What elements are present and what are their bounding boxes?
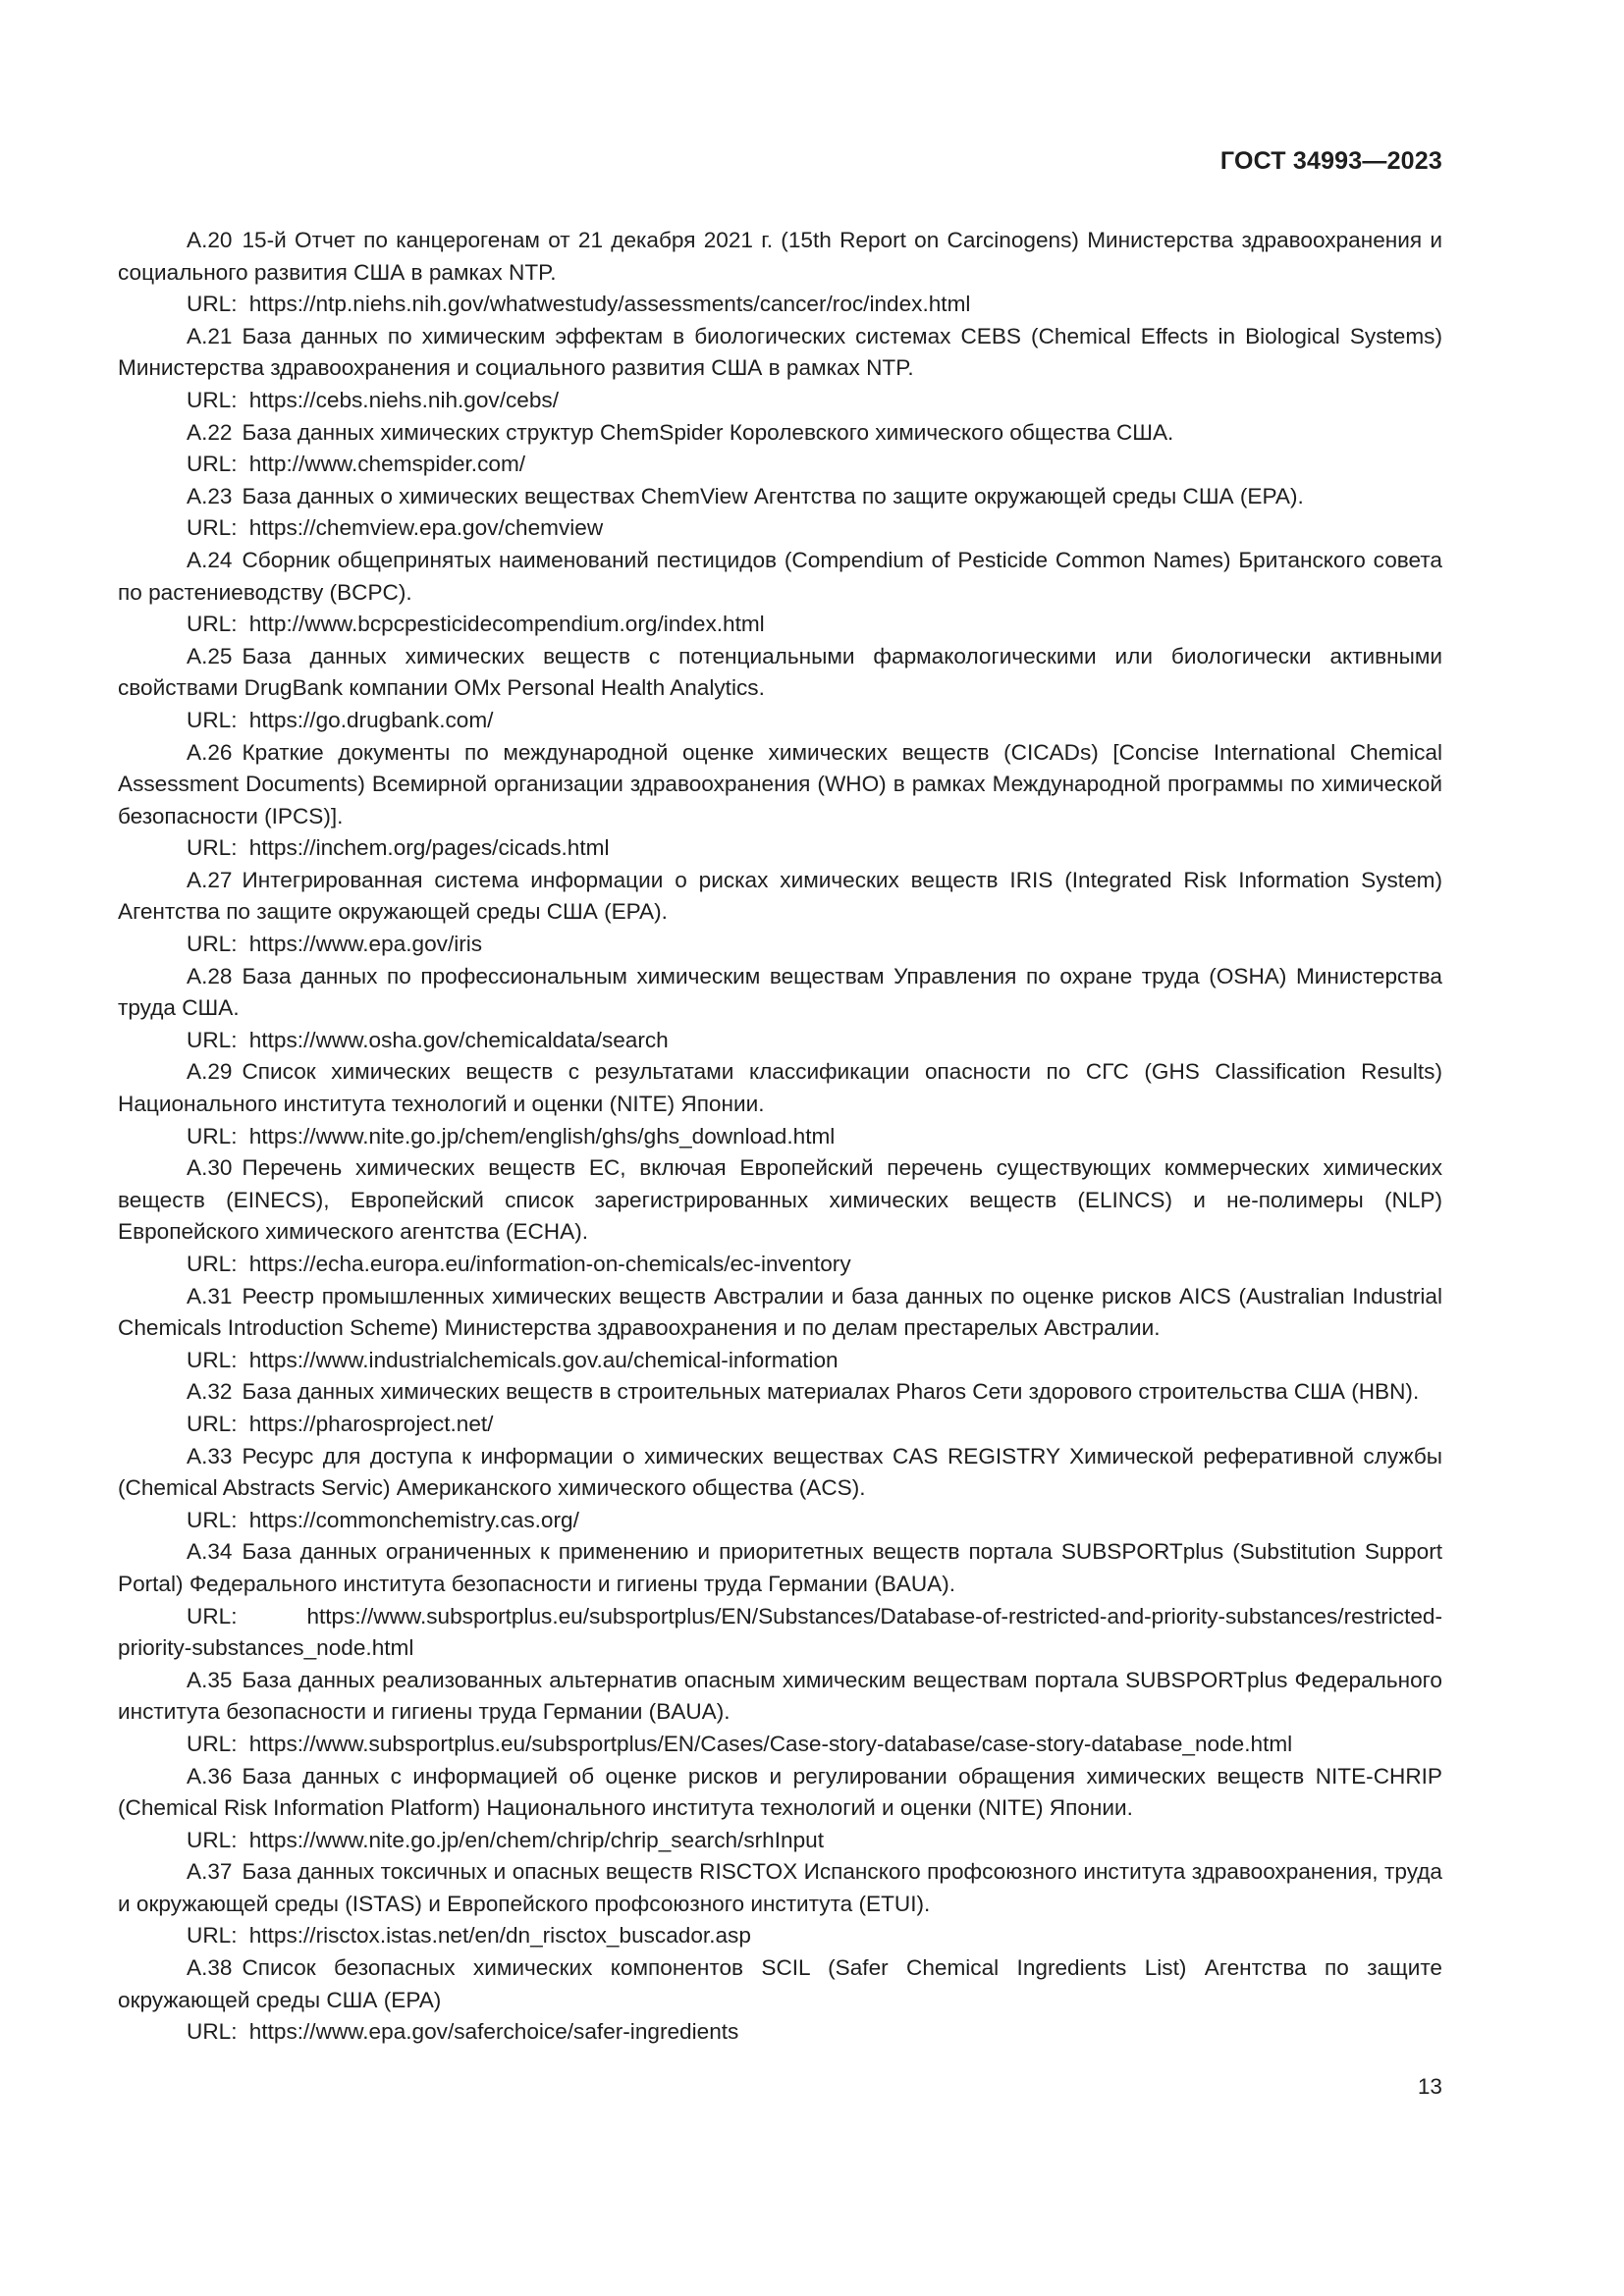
reference-entry <box>118 1152 1442 1280</box>
reference-description <box>118 1152 1442 1249</box>
reference-entry <box>118 641 1442 737</box>
url-label: URL: <box>187 612 238 637</box>
reference-text: Интегрированная система информации о рисках химических веществ IRIS (Integrated Risk Information System) Агентства по защите окружающей среды США (EPA). <box>118 867 1442 925</box>
reference-url-line <box>118 705 1442 737</box>
reference-entry <box>118 865 1442 961</box>
reference-description <box>118 1441 1442 1505</box>
reference-url: https://cebs.niehs.nih.gov/cebs/ <box>248 387 560 412</box>
reference-text: База данных с информацией об оценке рисков и регулировании обращения химических веществ NITE-CHRIP (Chemical Risk Information Platform) Национального института технологий и оценки (NITE) Японии. <box>118 1763 1442 1821</box>
reference-url: https://www.epa.gov/saferchoice/safer-ingredients <box>248 2019 739 2045</box>
reference-number: А.32 <box>187 1379 233 1405</box>
url-label: URL: <box>187 932 238 957</box>
reference-url: https://chemview.epa.gov/chemview <box>248 515 604 541</box>
reference-text: База данных по химическим эффектам в биологических системах CEBS (Chemical Effects in Biological Systems) Министерства здравоохранения и социального развития США в рамках NTP. <box>118 323 1442 381</box>
reference-number: А.24 <box>187 547 233 572</box>
reference-url: https://risctox.istas.net/en/dn_risctox_buscador.asp <box>248 1923 751 1949</box>
document-code-header: ГОСТ 34993—2023 <box>1219 147 1442 175</box>
reference-description <box>118 1376 1442 1409</box>
page-number: 13 <box>1417 2074 1442 2099</box>
reference-url-line <box>118 1249 1442 1281</box>
reference-url-line <box>118 512 1442 545</box>
reference-url-line <box>118 289 1442 321</box>
reference-text: База данных токсичных и опасных веществ RISCTOX Испанского профсоюзного института здравоохранения, труда и окружающей среды (ISTAS) и Европейского профсоюзного института (ETUI). <box>118 1859 1442 1916</box>
reference-url: https://www.nite.go.jp/chem/english/ghs/ghs_download.html <box>248 1123 836 1148</box>
url-label: URL: <box>187 707 238 732</box>
reference-url-line <box>118 1825 1442 1857</box>
reference-number: А.34 <box>187 1539 233 1565</box>
reference-description <box>118 321 1442 385</box>
reference-entry <box>118 1952 1442 2049</box>
reference-url-line <box>118 1920 1442 1952</box>
reference-entry <box>118 1441 1442 1537</box>
reference-number: А.26 <box>187 739 233 765</box>
reference-url: https://www.osha.gov/chemicaldata/search <box>248 1027 669 1052</box>
reference-url-line <box>118 449 1442 481</box>
url-label: URL: <box>187 452 238 477</box>
reference-text: База данных по профессиональным химическим веществам Управления по охране труда (OSHA) Министерства труда США. <box>118 963 1442 1021</box>
reference-url: https://www.nite.go.jp/en/chem/chrip/chrip_search/srhInput <box>248 1827 824 1852</box>
reference-url: http://www.chemspider.com/ <box>248 452 526 477</box>
reference-entry <box>118 417 1442 481</box>
reference-url-line <box>118 1505 1442 1537</box>
reference-url: https://echa.europa.eu/information-on-chemicals/ec-inventory <box>248 1252 851 1276</box>
reference-description <box>118 225 1442 289</box>
reference-entry <box>118 1056 1442 1152</box>
reference-text: База данных реализованных альтернатив опасным химическим веществам портала SUBSPORTplus Федерального института безопасности и гигиены труда Германии (BAUA). <box>118 1667 1442 1725</box>
reference-url: https://www.subsportplus.eu/subsportplus/EN/Substances/Database-of-restricted-and-priority-substances/restricted-priority-substances_node.html <box>118 1603 1442 1661</box>
reference-description <box>118 1761 1442 1825</box>
reference-url: https://pharosproject.net/ <box>248 1411 494 1436</box>
reference-entry <box>118 961 1442 1057</box>
reference-text: База данных химических веществ с потенциальными фармакологическими или биологически активными свойствами DrugBank компании OMx Personal Health Analytics. <box>118 643 1442 701</box>
reference-entry <box>118 1665 1442 1761</box>
reference-text: Список химических веществ с результатами классификации опасности по СГС (GHS Classification Results) Национального института технологий и оценки (NITE) Японии. <box>118 1059 1442 1117</box>
reference-entry <box>118 1856 1442 1952</box>
url-label: URL: <box>187 1347 238 1372</box>
reference-text: Перечень химических веществ ЕС, включая Европейский перечень существующих коммерческих химических веществ (EINECS), Европейский список зарегистрированных химических веществ (ELINCS) и не-полимеры (NLP) Европейского химического агентства (ECHA). <box>118 1155 1442 1245</box>
reference-number: А.33 <box>187 1443 233 1468</box>
url-label: URL: <box>187 1507 238 1532</box>
reference-text: Ресурс для доступа к информации о химических веществах CAS REGISTRY Химической реферативной службы (Chemical Abstracts Servic) Американского химического общества (ACS). <box>118 1443 1442 1501</box>
reference-url-line <box>118 1121 1442 1153</box>
reference-number: А.30 <box>187 1155 233 1181</box>
reference-url: https://ntp.niehs.nih.gov/whatwestudy/assessments/cancer/roc/index.html <box>248 292 971 317</box>
reference-text: 15-й Отчет по канцерогенам от 21 декабря 2021 г. (15th Report on Carcinogens) Министерства здравоохранения и социального развития США в рамках NTP. <box>118 228 1442 285</box>
url-label: URL: <box>187 1923 238 1949</box>
reference-entry <box>118 1281 1442 1377</box>
reference-text: Краткие документы по международной оценке химических веществ (CICADs) [Concise International Chemical Assessment Documents) Всемирной организации здравоохранения (WHO) в рамках Международной программы по химической безопасности (IPCS)]. <box>118 739 1442 828</box>
reference-text: База данных о химических веществах ChemView Агентства по защите окружающей среды США (EPA). <box>242 483 1304 508</box>
reference-url-line <box>118 929 1442 961</box>
reference-number: А.36 <box>187 1763 233 1789</box>
reference-entry <box>118 1536 1442 1664</box>
reference-text: База данных химических структур ChemSpider Королевского химического общества США. <box>242 419 1174 445</box>
url-label: URL: <box>187 1027 238 1052</box>
reference-description <box>118 1665 1442 1729</box>
reference-entry <box>118 321 1442 417</box>
url-label: URL: <box>187 835 238 861</box>
reference-description <box>118 417 1442 450</box>
reference-number: А.22 <box>187 419 233 445</box>
reference-number: А.28 <box>187 963 233 988</box>
url-label: URL: <box>187 387 238 412</box>
reference-url: https://inchem.org/pages/cicads.html <box>248 835 610 861</box>
reference-entry <box>118 1376 1442 1440</box>
reference-list <box>118 225 1442 2049</box>
reference-number: А.23 <box>187 483 233 508</box>
reference-description <box>118 865 1442 929</box>
reference-url-line <box>118 2016 1442 2049</box>
url-label: URL: <box>187 1123 238 1148</box>
reference-text: Список безопасных химических компонентов SCIL (Safer Chemical Ingredients List) Агентства по защите окружающей среды США (EPA) <box>118 1955 1442 2012</box>
reference-description <box>118 545 1442 609</box>
reference-url-line <box>118 1025 1442 1057</box>
reference-number: А.29 <box>187 1059 233 1085</box>
reference-text: База данных ограниченных к применению и приоритетных веществ портала SUBSPORTplus (Substitution Support Portal) Федерального института безопасности и гигиены труда Германии (BAUA). <box>118 1539 1442 1596</box>
url-label: URL: <box>187 1827 238 1852</box>
url-label: URL: <box>187 2019 238 2045</box>
reference-url-line <box>118 385 1442 417</box>
url-label: URL: <box>187 1252 238 1276</box>
reference-description <box>118 1056 1442 1120</box>
reference-url-line <box>118 832 1442 865</box>
reference-url-line <box>118 1729 1442 1761</box>
reference-entry <box>118 481 1442 545</box>
reference-entry <box>118 1761 1442 1857</box>
reference-url: http://www.bcpcpesticidecompendium.org/index.html <box>248 612 765 637</box>
reference-url: https://go.drugbank.com/ <box>248 707 494 732</box>
reference-entry <box>118 737 1442 865</box>
url-label: URL: <box>187 1603 238 1629</box>
reference-description <box>118 481 1442 513</box>
reference-number: А.20 <box>187 228 233 252</box>
reference-url-line <box>118 1345 1442 1377</box>
reference-description <box>118 961 1442 1025</box>
reference-url-line <box>118 1409 1442 1441</box>
reference-entry <box>118 225 1442 321</box>
reference-description <box>118 737 1442 833</box>
reference-number: А.37 <box>187 1859 233 1885</box>
reference-description <box>118 1536 1442 1600</box>
url-label: URL: <box>187 515 238 541</box>
reference-number: А.27 <box>187 867 233 892</box>
reference-url: https://www.epa.gov/iris <box>248 932 483 957</box>
url-label: URL: <box>187 292 238 317</box>
reference-url-line <box>118 609 1442 641</box>
url-label: URL: <box>187 1411 238 1436</box>
reference-description <box>118 1281 1442 1345</box>
reference-description <box>118 1952 1442 2016</box>
reference-description <box>118 1856 1442 1920</box>
reference-number: А.21 <box>187 323 233 348</box>
reference-url-line <box>118 1601 1442 1665</box>
reference-number: А.35 <box>187 1667 233 1692</box>
reference-url: https://commonchemistry.cas.org/ <box>248 1507 579 1532</box>
reference-url: https://www.subsportplus.eu/subsportplus/EN/Cases/Case-story-database/case-story-database_node.html <box>248 1731 1293 1756</box>
reference-text: Сборник общепринятых наименований пестицидов (Compendium of Pesticide Common Names) Британского совета по растениеводству (BCPC). <box>118 547 1442 605</box>
reference-number: А.38 <box>187 1955 233 1981</box>
reference-description <box>118 641 1442 705</box>
reference-number: А.25 <box>187 643 233 668</box>
url-label: URL: <box>187 1731 238 1756</box>
reference-text: База данных химических веществ в строительных материалах Pharos Сети здорового строительства США (HBN). <box>242 1379 1420 1405</box>
reference-text: Реестр промышленных химических веществ Австралии и база данных по оценке рисков AICS (Australian Industrial Chemicals Introduction Scheme) Министерства здравоохранения и по делам престарелых Австралии. <box>118 1283 1442 1341</box>
reference-url: https://www.industrialchemicals.gov.au/chemical-information <box>248 1347 839 1372</box>
reference-entry <box>118 545 1442 641</box>
reference-entries <box>118 225 1442 2049</box>
reference-number: А.31 <box>187 1283 233 1308</box>
